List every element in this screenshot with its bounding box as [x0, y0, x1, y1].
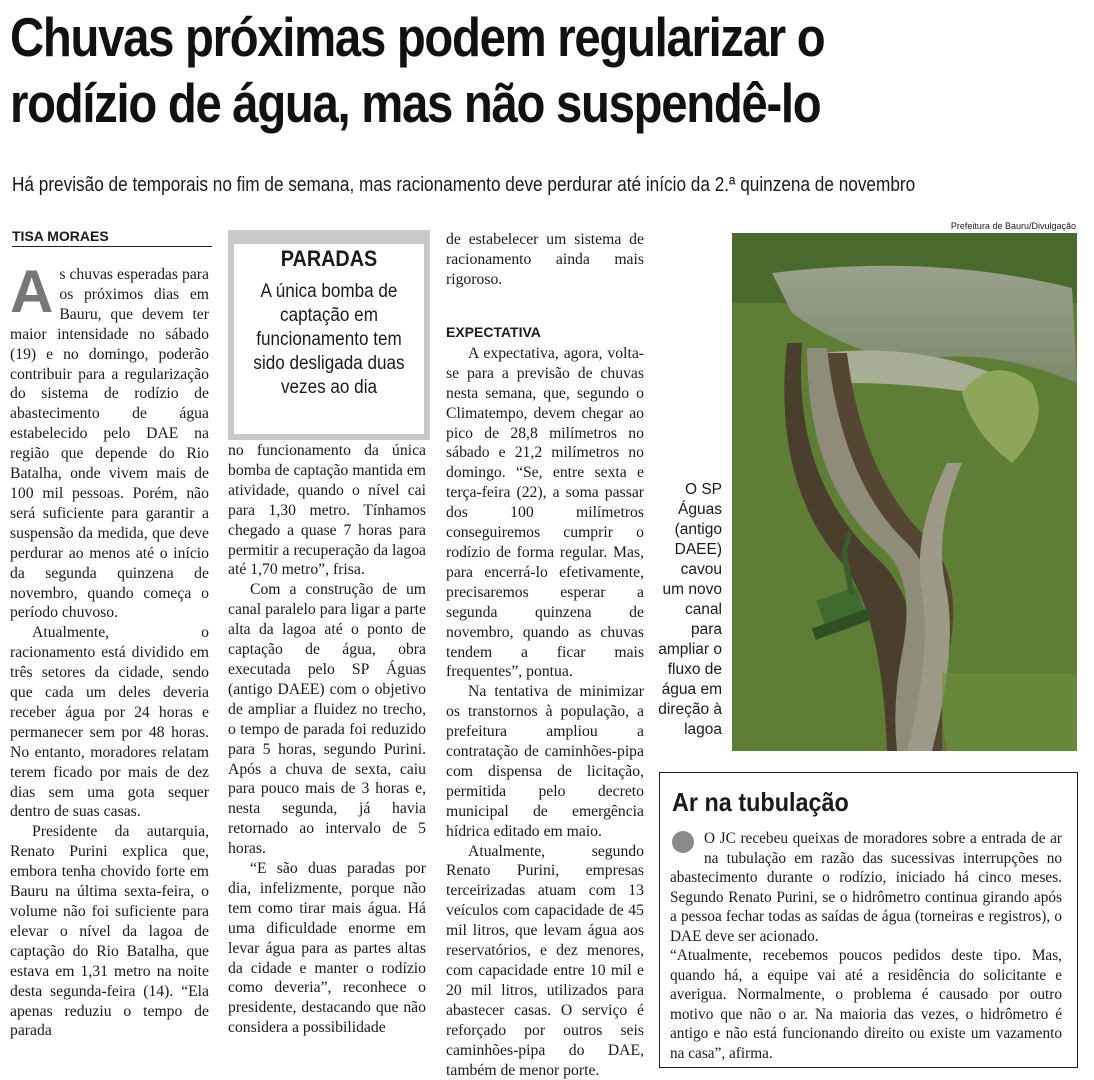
photo-credit: Prefeitura de Bauru/Divulgação	[950, 221, 1076, 231]
paragraph: “Atualmente, recebemos poucos pedidos deste tipo. Mas, quando há, a equipe vai até a residência do solicitante e averigua. Normalmente, o problema é causado por outro motivo que não o ar. Na maioria das vezes, o hidrômetro é antigo e não está funcionando direito ou existe um vazamento na casa”, afirma.	[670, 947, 1062, 1062]
headline	[10, 4, 939, 136]
paragraph: de estabelecer um sistema de racionamento ainda mais rigoroso.	[446, 231, 644, 288]
byline: TISA MORAES	[12, 228, 212, 247]
sidebar-box	[659, 772, 1078, 1068]
article-column-1	[10, 258, 209, 1041]
sidebar-title: Ar na tubulação	[672, 787, 849, 817]
paragraph: Com a construção de um canal paralelo para ligar a parte alta da lagoa até o ponto de captação de água, obra executada pelo SP Águas (antigo DAEE) com o objetivo de ampliar a fluidez no trecho, o tempo de parada foi reduzido para 5 horas, segundo Purini. Após a chuva de sexta, caiu para pouco mais de 3 horas e, nesta segunda, já havia retornado ao intervalo de 5 horas.	[228, 581, 426, 858]
pull-quote-text: A única bomba de captação em funcionamento tem sido desligada duas vezes ao dia	[253, 281, 405, 398]
drop-cap: A	[10, 258, 54, 325]
pull-quote-box	[228, 230, 430, 440]
sidebar-body	[670, 829, 1062, 1063]
paragraph: Atualmente, segundo Renato Purini, empresas terceirizadas atuam com 13 veículos com capacidade de 45 mil litros, que levam água aos reservatórios, e dez menores, com capacidade entre 10 mil e 20 mil litros, utilizados para abastecer casas. O serviço é reforçado por outros seis caminhões-pipa do DAE, também de menor porte.	[446, 842, 644, 1079]
paragraph: no funcionamento da única bomba de captação mantida em atividade, quando o nível cai para 1,30 metro. Tínhamos chegado a quase 7 horas para permitir a recuperação da lagoa até 1,70 metro”, frisa.	[228, 442, 426, 579]
bullet-circle-icon	[672, 831, 694, 853]
paragraph: Na tentativa de minimizar os transtornos à população, a prefeitura ampliou a contratação de caminhões-pipa com dispensa de licitação, permitida pelo decreto municipal de emergência hídrica editado em maio.	[446, 683, 644, 840]
headline-line-2: rodízio de água, mas não suspendê-lo	[10, 72, 821, 134]
paragraph	[670, 829, 1062, 946]
section-subtitle: EXPECTATIVA	[446, 324, 541, 340]
paragraph: “E são duas paradas por dia, infelizmente, porque não tem como tirar mais água. Há uma dificuldade enorme em levar água para as partes altas da cidade e manter o rodízio como deveria”, reconhece o presidente, destacando que não considera a possibilidade	[228, 860, 426, 1037]
article-column-3-top	[446, 230, 644, 290]
grass-foreground	[942, 673, 1077, 751]
aerial-canal-photo	[732, 233, 1077, 751]
article-column-3	[446, 323, 644, 1080]
headline-line-1: Chuvas próximas podem regularizar o	[10, 6, 825, 68]
subheadline: Há previsão de temporais no fim de semana, mas racionamento deve perdurar até início da 2.ª quinzena de novembro	[12, 174, 916, 196]
article-column-2	[228, 441, 426, 1038]
paragraph: Presidente da autarquia, Renato Purini explica que, embora tenha chovido forte em Bauru na última sexta-feira, o volume não foi suficiente para elevar o nível da lagoa de captação do Rio Batalha, que estava em 1,31 metro na noite desta segunda-feira (14). “Ela apenas reduziu o tempo de parada	[10, 823, 209, 1040]
pull-quote-title: PARADAS	[280, 246, 378, 271]
paragraph-text: s chuvas esperadas para os próximos dias em Bauru, que devem ter maior intensidade no sábado (19) e no domingo, poderão contribuir para a regularização do sistema de rodízio de abastecimento de água estabelecido pelo DAE na região que depende do Rio Batalha, onde vivem mais de 100 mil pessoas. Porém, não será suficiente para garantir a suspensão da medida, que deve perdurar ao menos até o início da segunda quinzena de novembro, quando começa o período chuvoso.	[10, 266, 209, 622]
paragraph-text: O JC recebeu queixas de moradores sobre a entrada de ar na tubulação em razão das sucessivas interrupções no abastecimento durante o rodízio, iniciado há cinco meses. Segundo Renato Purini, se o hidrômetro continua girando após a pessoa fechar todas as saídas de água (torneiras e registros), o DAE deve ser acionado.	[670, 830, 1062, 945]
paragraph	[10, 258, 209, 623]
paragraph: A expectativa, agora, volta-se para a previsão de chuvas nesta semana, que, segundo o Climatempo, devem chegar ao pico de 28,8 milímetros no sábado e 21,2 milímetros no domingo. “Se, entre sexta e terça-feira (22), a soma passar dos 100 milímetros conseguiremos cumprir o rodízio de forma regular. Mas, para encerrá-lo efetivamente, precisaremos esperar a segunda quinzena de novembro, quando as chuvas tendem a ficar mais frequentes”, pontua.	[446, 344, 644, 681]
photo-caption: O SP Águas (antigo DAEE) cavou um novo canal para ampliar o fluxo de água em direção à lagoa	[658, 481, 722, 738]
paragraph: Atualmente, o racionamento está dividido em três setores da cidade, sendo que cada um deles deveria receber água por 24 horas e permanecer sem por 48 horas. No entanto, moradores relatam terem ficado por mais de dez dias sem uma gota sequer dentro de suas casas.	[10, 624, 209, 821]
